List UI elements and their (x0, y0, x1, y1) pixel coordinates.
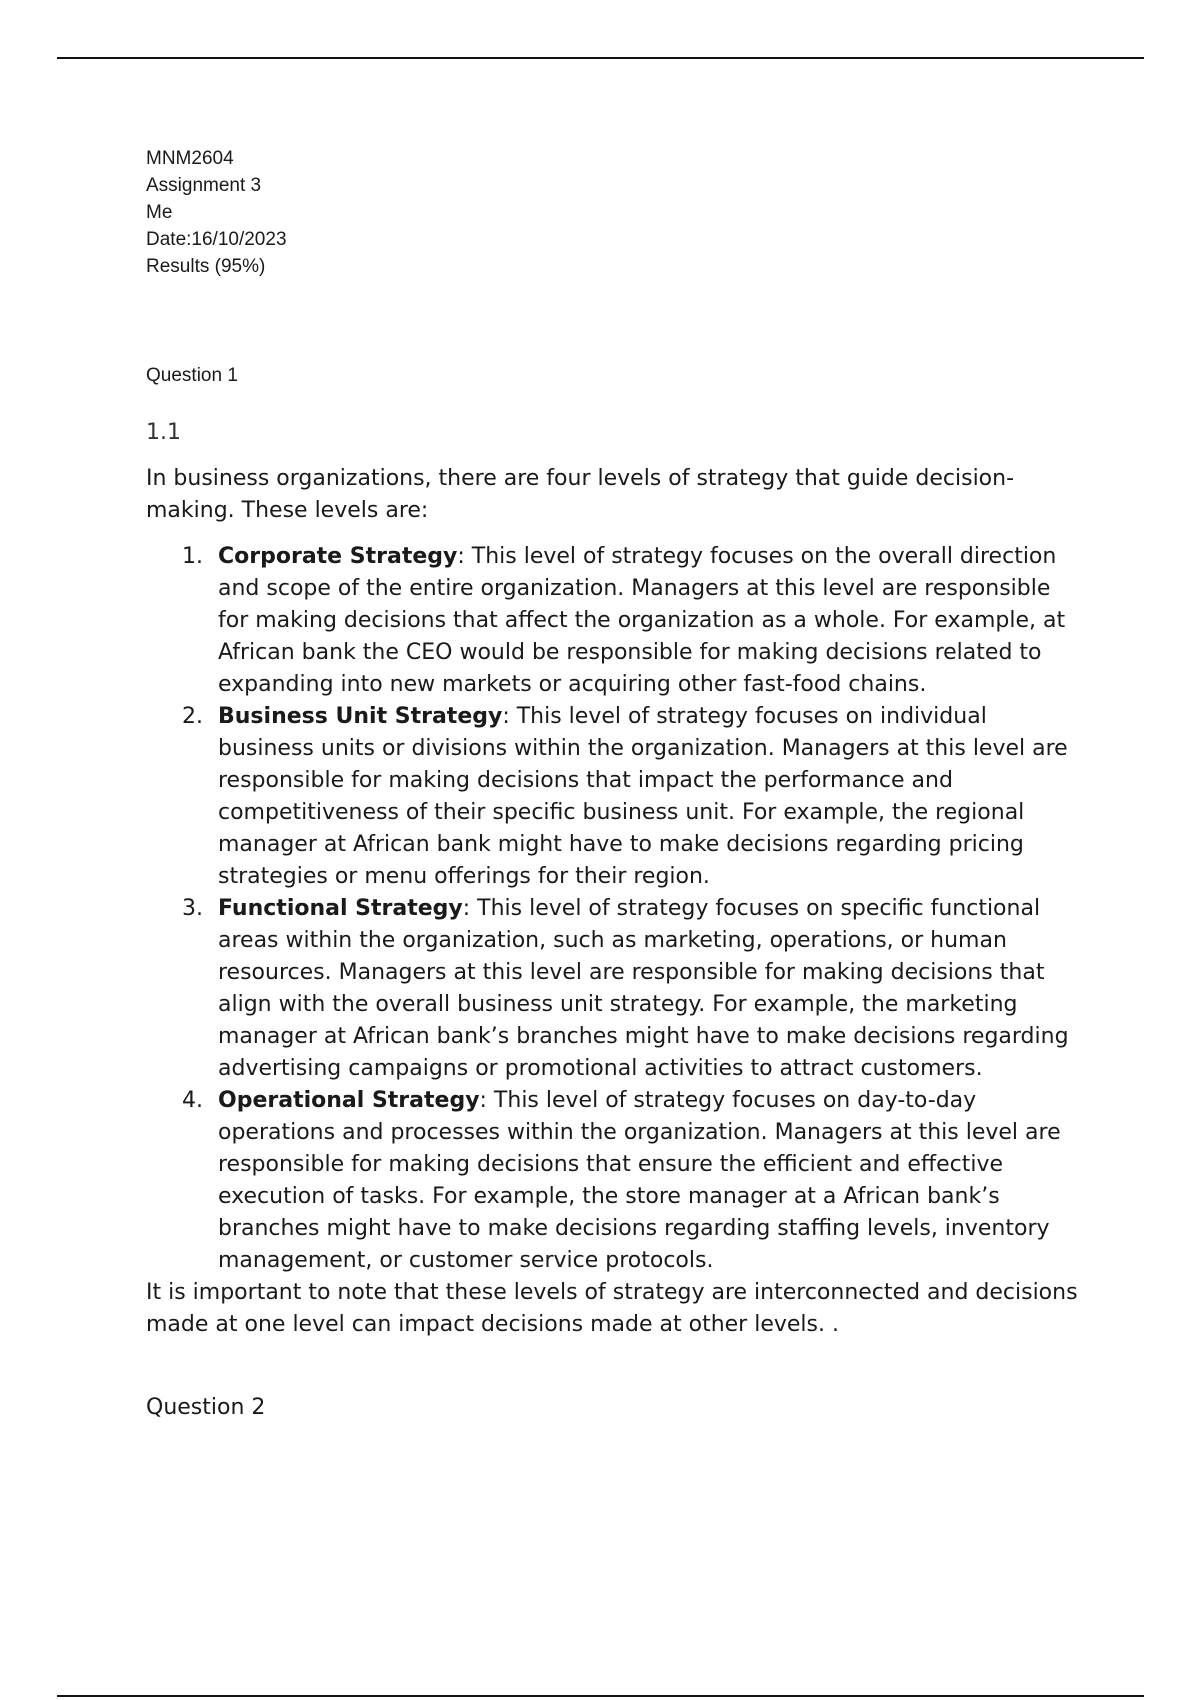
conclusion-paragraph: It is important to note that these levels of strategy are interconnected and decisions made at one level can impact decisions made at other levels. . (146, 1280, 1078, 1337)
list-item-term: Functional Strategy (218, 896, 463, 921)
list-item-term: Operational Strategy (218, 1088, 480, 1113)
date-line: Date:16/10/2023 (146, 229, 287, 250)
list-item-text: : This level of strategy focuses on the overall direction and scope of the entire organization. Managers at this level are responsible for making decisions that affect the organization as a whole. For example, at African bank the CEO would be responsible for making decisions related to expanding into new markets or acquiring other fast-food chains. (218, 544, 1066, 697)
top-rule (57, 57, 1144, 59)
list-item-term: Corporate Strategy (218, 544, 458, 569)
results-line: Results (95%) (146, 256, 266, 277)
strategy-levels-list (146, 541, 1086, 1277)
list-item (182, 701, 1086, 893)
subquestion-1-1-label: 1.1 (146, 420, 181, 445)
document-header (146, 145, 287, 280)
course-code: MNM2604 (146, 148, 234, 169)
author-name: Me (146, 202, 173, 223)
list-item-number: 3. (182, 896, 203, 921)
list-item (182, 541, 1086, 701)
list-item-number: 2. (182, 704, 203, 729)
list-item-text: : This level of strategy focuses on specific functional areas within the organization, such as marketing, operations, or human resources. Managers at this level are responsible for making decisions that align with the overall business unit strategy. For example, the marketing manager at African bank’s branches might have to make decisions regarding advertising campaigns or promotional activities to attract customers. (218, 896, 1069, 1081)
list-item-text: : This level of strategy focuses on individual business units or divisions within the organization. Managers at this level are responsible for making decisions that impact the performance and competitiveness of their specific business unit. For example, the regional manager at African bank might have to make decisions regarding pricing strategies or menu offerings for their region. (218, 704, 1068, 889)
question-1-body (146, 463, 1086, 1341)
list-item-term: Business Unit Strategy (218, 704, 503, 729)
list-item-text: : This level of strategy focuses on day-to-day operations and processes within the organization. Managers at this level are responsible for making decisions that ensure the efficient and effective execution of tasks. For example, the store manager at a African bank’s branches might have to make decisions regarding staffing levels, inventory management, or customer service protocols. (218, 1088, 1061, 1273)
question-2-heading: Question 2 (146, 1395, 266, 1420)
list-item (182, 893, 1086, 1085)
question-1-heading: Question 1 (146, 365, 238, 386)
intro-paragraph: In business organizations, there are four levels of strategy that guide decision-making. These levels are: (146, 466, 1015, 523)
list-item-number: 1. (182, 544, 203, 569)
bottom-rule (57, 1695, 1144, 1697)
assignment-title: Assignment 3 (146, 175, 262, 196)
list-item-number: 4. (182, 1088, 203, 1113)
list-item (182, 1085, 1086, 1277)
